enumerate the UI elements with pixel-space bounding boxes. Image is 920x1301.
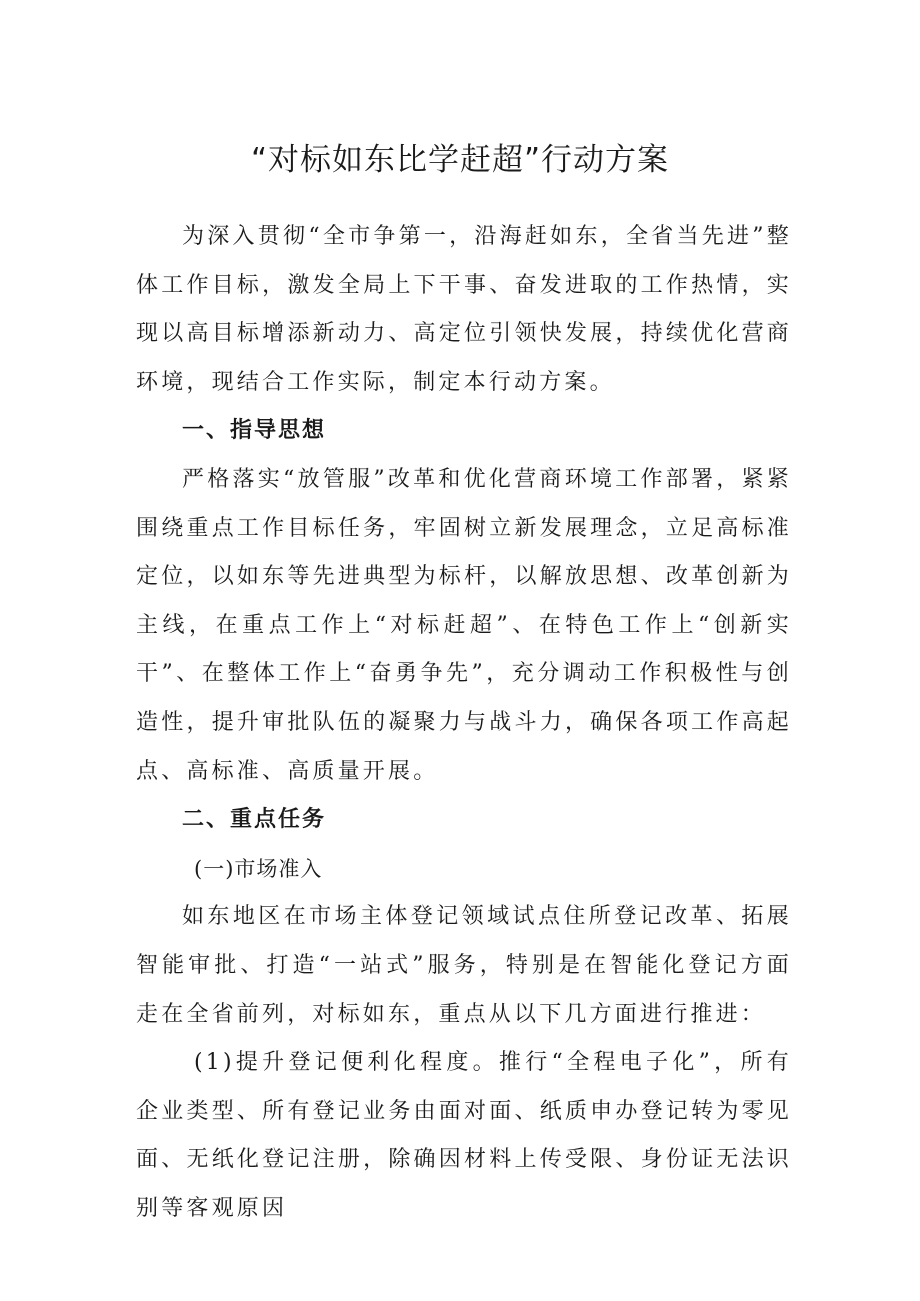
list-item-registration-convenience: (1)提升登记便利化程度。推行“全程电子化”，所有企业类型、所有登记业务由面对面、纸质申办登记转为零见面、无纸化登记注册，除确因材料上传受限、身份证无法识别等客观原因: [136, 1050, 792, 1221]
section-heading-key-tasks: 二、重点任务: [182, 807, 327, 833]
market-access-paragraph: 如东地区在市场主体登记领域试点住所登记改革、拓展智能审批、打造“一站式”服务，特别是在智能化登记方面走在全省前列，对标如东，重点从以下几方面进行推进：: [136, 904, 792, 1027]
section-heading-guiding-ideology: 一、指导思想: [182, 418, 327, 444]
subheading-market-access: (一)市场准入: [194, 856, 323, 881]
document-title: “对标如东比学赶超”行动方案: [250, 142, 670, 178]
document-body: [136, 213, 792, 1233]
guiding-ideology-paragraph: 严格落实“放管服”改革和优化营商环境工作部署，紧紧围绕重点工作目标任务，牢固树立新发展理念，立足高标准定位，以如东等先进典型为标杆，以解放思想、改革创新为主线，在重点工作上“对标赶超”、在特色工作上“创新实干”、在整体工作上“奋勇争先”，充分调动工作积极性与创造性，提升审批队伍的凝聚力与战斗力，确保各项工作高起点、高标准、高质量开展。: [136, 466, 792, 784]
intro-paragraph: 为深入贯彻“全市争第一，沿海赶如东，全省当先进”整体工作目标，激发全局上下干事、奋发进取的工作热情，实现以高目标增添新动力、高定位引领快发展，持续优化营商环境，现结合工作实际，制定本行动方案。: [136, 224, 792, 395]
